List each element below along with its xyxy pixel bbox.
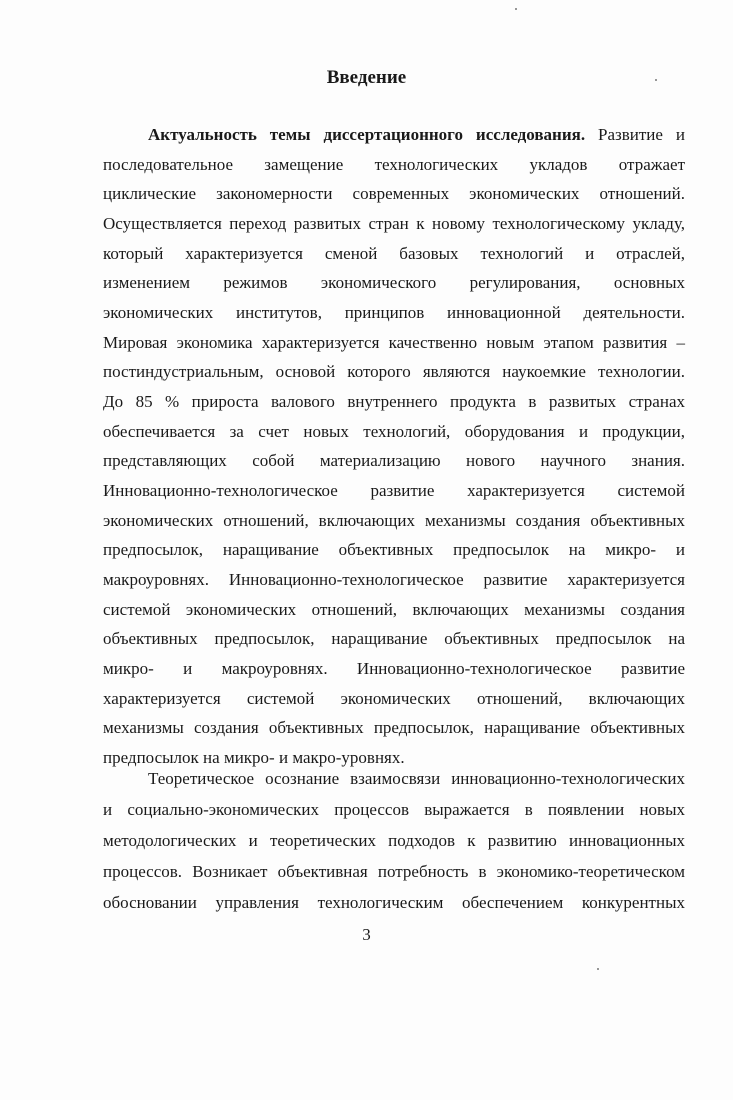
paragraph-line: который характеризуется сменой базовых технологий и отраслей, bbox=[103, 244, 685, 263]
paragraph-line: циклические закономерности современных экономических отношений. bbox=[103, 184, 685, 203]
paragraph-line: обосновании управления технологическим обеспечением конкурентных bbox=[103, 893, 685, 912]
paragraph-line: методологических и теоретических подходов к развитию инновационных bbox=[103, 831, 685, 850]
paragraph-line: До 85 % прироста валового внутреннего продукта в развитых странах bbox=[103, 392, 685, 411]
paragraph-line: постиндустриальным, основой которого являются наукоемкие технологии. bbox=[103, 362, 685, 381]
section-heading: Введение bbox=[326, 67, 407, 88]
paragraph-line: процессов. Возникает объективная потребность в экономико-теоретическом bbox=[103, 862, 685, 881]
paragraph-line: обеспечивается за счет новых технологий, оборудования и продукции, bbox=[103, 422, 685, 441]
paragraph-line: Инновационно-технологическое развитие характеризуется системой bbox=[103, 481, 685, 500]
scan-speck bbox=[655, 79, 657, 81]
lead-phrase: Актуальность темы диссертационного исследования. bbox=[148, 125, 586, 144]
paragraph-line: микро- и макроуровнях. Инновационно-технологическое развитие bbox=[103, 659, 685, 678]
paragraph-line: предпосылок, наращивание объективных предпосылок на микро- и bbox=[103, 540, 685, 559]
lead-rest: Развитие и bbox=[585, 125, 685, 144]
scan-speck bbox=[515, 8, 517, 10]
paragraph-line: изменением режимов экономического регулирования, основных bbox=[103, 273, 685, 292]
scan-speck bbox=[597, 968, 599, 970]
paragraph-line: представляющих собой материализацию нового научного знания. bbox=[103, 451, 685, 470]
paragraph-line: объективных предпосылок, наращивание объективных предпосылок на bbox=[103, 629, 685, 648]
paragraph-line: характеризуется системой экономических отношений, включающих bbox=[103, 689, 685, 708]
paragraph-line: последовательное замещение технологических укладов отражает bbox=[103, 155, 685, 174]
paragraph-line: экономических институтов, принципов инновационной деятельности. bbox=[103, 303, 685, 322]
paragraph-line: Теоретическое осознание взаимосвязи инновационно-технологических bbox=[148, 769, 685, 788]
paragraph-line bbox=[148, 120, 685, 149]
paragraph-line: Осуществляется переход развитых стран к новому технологическому укладу, bbox=[103, 214, 685, 233]
paragraph-line: и социально-экономических процессов выражается в появлении новых bbox=[103, 800, 685, 819]
paragraph-line: Мировая экономика характеризуется качественно новым этапом развития – bbox=[103, 333, 685, 352]
paragraph-line: макроуровнях. Инновационно-технологическое развитие характеризуется bbox=[103, 570, 685, 589]
paragraph-line: экономических отношений, включающих механизмы создания объективных bbox=[103, 511, 685, 530]
paragraph-line: механизмы создания объективных предпосылок, наращивание объективных bbox=[103, 718, 685, 737]
page-number: 3 bbox=[362, 925, 371, 944]
paragraph-line: системой экономических отношений, включающих механизмы создания bbox=[103, 600, 685, 619]
paragraph-line: предпосылок на микро- и макро-уровнях. bbox=[103, 748, 405, 767]
